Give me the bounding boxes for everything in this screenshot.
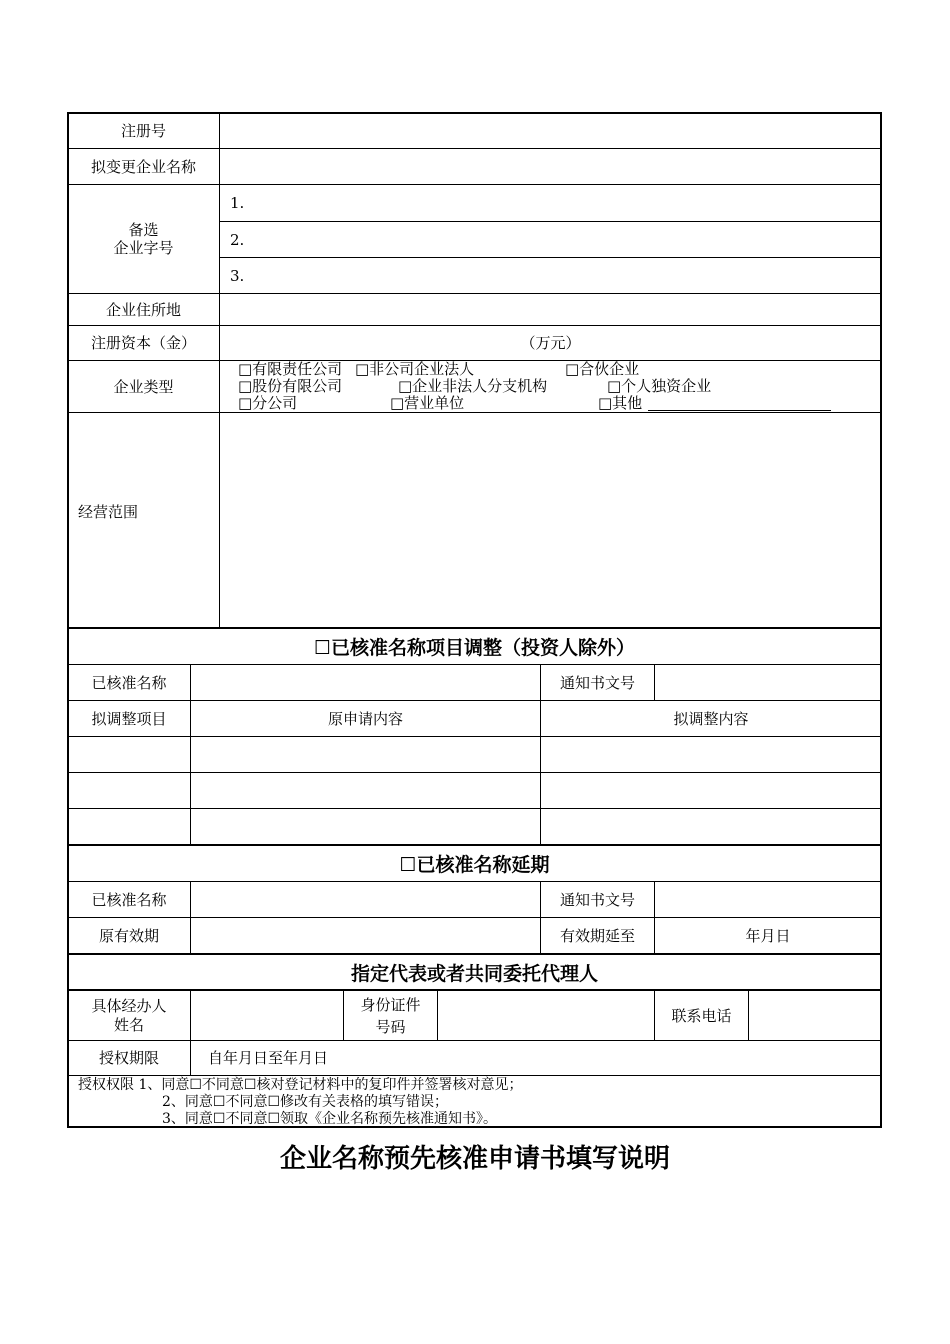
adjust-original-label: 原申请内容 xyxy=(327,709,403,728)
extend-notice-no-field[interactable] xyxy=(655,882,881,917)
type-option-joint-stock[interactable]: □股份有限公司 xyxy=(238,377,343,395)
handler-name-label-line1: 具体经办人 xyxy=(91,996,167,1015)
alt-name-field-3[interactable] xyxy=(220,258,881,293)
capital-label: 注册资本（金） xyxy=(90,334,196,352)
original-validity-label: 原有效期 xyxy=(98,926,159,945)
alt-names-label-line2: 企业字号 xyxy=(113,239,174,257)
adjust-original-field[interactable] xyxy=(191,773,540,808)
handler-name-field[interactable] xyxy=(191,991,343,1040)
adjust-approved-name-field[interactable] xyxy=(191,665,540,700)
phone-label: 联系电话 xyxy=(671,1006,732,1025)
other-fill-line xyxy=(648,410,831,411)
valid-until-field[interactable] xyxy=(655,918,881,953)
adjust-section-title: ☐已核准名称项目调整（投资人除外） xyxy=(313,637,636,659)
extend-approved-name-field[interactable] xyxy=(191,882,540,917)
type-option-branch-non-legal[interactable]: □企业非法人分支机构 xyxy=(398,377,548,395)
alt-names-label-line1: 备选 xyxy=(128,221,159,239)
address-label: 企业住所地 xyxy=(105,300,181,319)
id-number-label-line2: 号码 xyxy=(375,1017,406,1036)
handler-name-label-line2: 姓名 xyxy=(113,1015,144,1034)
adjust-new-field[interactable] xyxy=(541,773,881,808)
adjust-new-field[interactable] xyxy=(541,737,881,772)
valid-until-label: 有效期延至 xyxy=(559,926,635,945)
alt-name-number: 3. xyxy=(230,266,245,285)
adjust-item-field[interactable] xyxy=(68,737,190,772)
adjust-item-field[interactable] xyxy=(68,773,190,808)
adjust-original-field[interactable] xyxy=(191,809,540,844)
original-validity-field[interactable] xyxy=(191,918,540,953)
type-option-business-unit[interactable]: □营业单位 xyxy=(390,394,465,412)
id-number-label-line1: 身份证件 xyxy=(360,995,421,1014)
scope-label: 经营范围 xyxy=(78,503,139,521)
extend-section-title: ☐已核准名称延期 xyxy=(399,854,550,876)
extend-notice-no-label: 通知书文号 xyxy=(559,890,635,909)
capital-unit: （万元） xyxy=(520,334,581,352)
reg-no-label: 注册号 xyxy=(120,121,166,140)
type-option-limited[interactable]: □有限责任公司 xyxy=(238,360,343,378)
type-option-partnership[interactable]: □合伙企业 xyxy=(565,360,640,378)
alt-name-number: 2. xyxy=(230,230,245,249)
alt-name-number: 1. xyxy=(230,194,245,212)
authority-item-2[interactable]: 2、同意☐不同意☐修改有关表格的填写错误； xyxy=(162,1094,449,1110)
extend-approved-name-label: 已核准名称 xyxy=(91,890,167,909)
reg-no-field[interactable] xyxy=(220,113,881,148)
auth-period-field[interactable]: 自年月日至年月日 xyxy=(208,1049,329,1067)
address-field[interactable] xyxy=(220,294,881,325)
type-option-non-company[interactable]: □非公司企业法人 xyxy=(355,360,475,378)
capital-field[interactable] xyxy=(220,326,881,360)
type-option-other[interactable]: □其他 xyxy=(598,394,643,412)
id-number-label xyxy=(344,991,437,1040)
auth-period-label: 授权期限 xyxy=(98,1049,159,1067)
adjust-item-label: 拟调整项目 xyxy=(91,709,167,728)
adjust-new-field[interactable] xyxy=(541,809,881,844)
phone-field[interactable] xyxy=(749,991,881,1040)
adjust-approved-name-label: 已核准名称 xyxy=(91,673,167,692)
authority-item-1[interactable]: 授权权限 1、同意☐不同意☐核对登记材料中的复印件并签署核对意见； xyxy=(78,1077,523,1093)
scope-field[interactable] xyxy=(220,413,881,627)
authority-item-3[interactable]: 3、同意☐不同意☐领取《企业名称预先核准通知书》。 xyxy=(162,1111,498,1127)
proposed-name-label: 拟变更企业名称 xyxy=(90,157,196,176)
alt-name-field-2[interactable] xyxy=(220,222,881,257)
type-option-branch-company[interactable]: □分公司 xyxy=(238,394,298,412)
row-divider xyxy=(68,1075,881,1076)
adjust-notice-no-field[interactable] xyxy=(655,665,881,700)
id-number-field[interactable] xyxy=(438,991,654,1040)
adjust-original-field[interactable] xyxy=(191,737,540,772)
adjust-notice-no-label: 通知书文号 xyxy=(559,673,635,692)
proposed-name-field[interactable] xyxy=(220,149,881,184)
handler-name-label xyxy=(68,991,190,1040)
adjust-new-label: 拟调整内容 xyxy=(673,709,749,728)
type-option-sole-proprietorship[interactable]: □个人独资企业 xyxy=(607,377,712,395)
agent-section-title: 指定代表或者共同委托代理人 xyxy=(350,963,598,985)
adjust-item-field[interactable] xyxy=(68,809,190,844)
document-title: 企业名称预先核准申请书填写说明 xyxy=(279,1144,670,1174)
alt-names-label xyxy=(68,185,219,293)
alt-name-field-1[interactable] xyxy=(220,185,881,221)
type-label: 企业类型 xyxy=(113,377,174,396)
date-placeholder: 年月日 xyxy=(745,926,791,945)
